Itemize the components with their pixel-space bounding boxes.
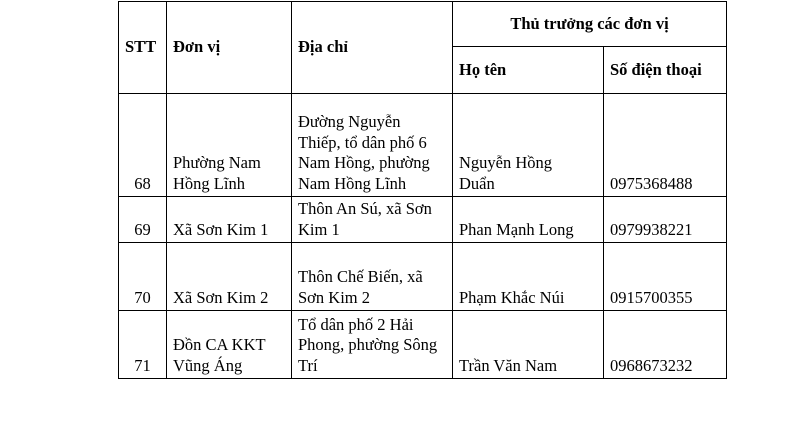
cell-line: Phan Mạnh Long	[459, 219, 574, 239]
cell-line: Tổ dân phố 2 Hải	[298, 314, 414, 334]
cell-unit	[167, 94, 292, 197]
cell-line: Sơn Kim 2	[298, 287, 370, 307]
cell-address	[292, 197, 453, 243]
table-row	[119, 311, 727, 379]
cell-line: Trần Văn Nam	[459, 355, 558, 375]
cell-stt: 69	[119, 197, 167, 243]
table-row	[119, 243, 727, 311]
cell-line: Trí	[298, 355, 318, 375]
table-row	[119, 94, 727, 197]
cell-line: Hồng Lĩnh	[173, 173, 245, 193]
cell-name	[453, 311, 604, 379]
cell-unit	[167, 197, 292, 243]
cell-line: Thôn Chế Biến, xã	[298, 267, 423, 286]
cell-stt: 68	[119, 94, 167, 197]
header-stt: STT	[119, 2, 167, 94]
cell-line: Thiếp, tổ dân phố 6	[298, 132, 427, 152]
header-name: Họ tên	[453, 47, 604, 94]
cell-line: Phong, phường Sông	[298, 335, 438, 354]
cell-line: Nam Hồng, phường	[298, 153, 430, 172]
cell-line: Nguyễn Hồng	[459, 153, 553, 172]
cell-stt: 70	[119, 243, 167, 311]
cell-address	[292, 243, 453, 311]
cell-line: Xã Sơn Kim 1	[173, 219, 269, 239]
header-phone: Số điện thoại	[604, 47, 727, 94]
header-address: Địa chỉ	[292, 2, 453, 94]
cell-phone: 0968673232	[604, 311, 727, 379]
cell-address	[292, 311, 453, 379]
cell-unit	[167, 311, 292, 379]
cell-name	[453, 243, 604, 311]
cell-name	[453, 197, 604, 243]
cell-line: Kim 1	[298, 219, 340, 239]
cell-line: Phường Nam	[173, 153, 261, 172]
header-heads-group: Thủ trưởng các đơn vị	[453, 2, 727, 47]
contacts-table	[118, 1, 727, 379]
table-row	[119, 197, 727, 243]
cell-line: Phạm Khắc Núi	[459, 287, 565, 307]
cell-phone: 0915700355	[604, 243, 727, 311]
cell-line: Duẩn	[459, 173, 495, 193]
cell-name	[453, 94, 604, 197]
cell-address	[292, 94, 453, 197]
cell-unit	[167, 243, 292, 311]
cell-line: Đường Nguyễn	[298, 112, 401, 131]
cell-line: Xã Sơn Kim 2	[173, 287, 269, 307]
cell-phone: 0975368488	[604, 94, 727, 197]
cell-phone: 0979938221	[604, 197, 727, 243]
header-row-top	[119, 2, 727, 47]
cell-line: Thôn An Sú, xã Sơn	[298, 199, 432, 218]
cell-line: Đồn CA KKT	[173, 335, 266, 354]
header-unit: Đơn vị	[167, 2, 292, 94]
cell-line: Vũng Áng	[173, 355, 243, 375]
cell-line: Nam Hồng Lĩnh	[298, 173, 407, 193]
cell-stt: 71	[119, 311, 167, 379]
